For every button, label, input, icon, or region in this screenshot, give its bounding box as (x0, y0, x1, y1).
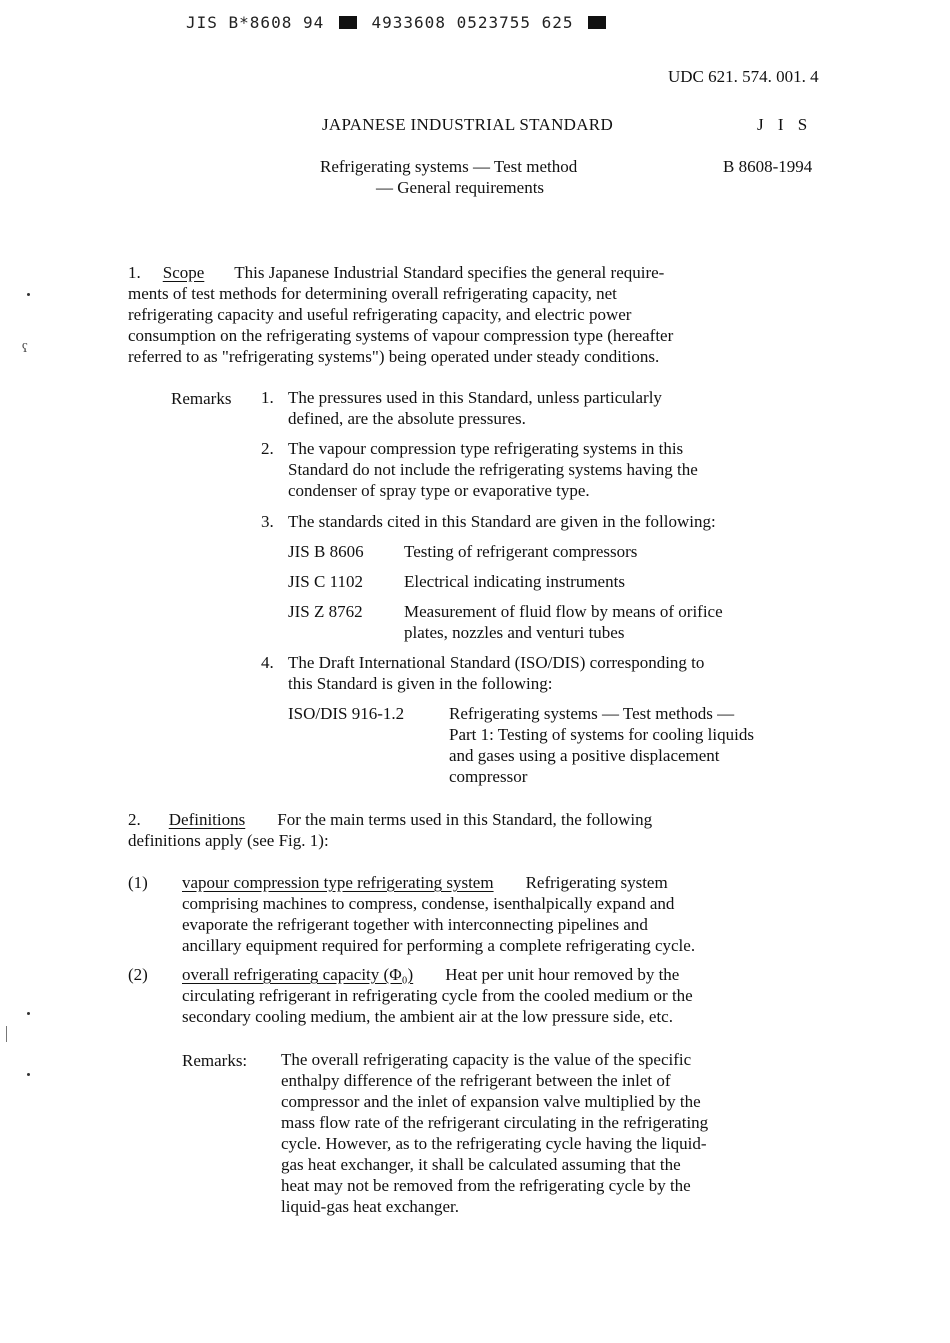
definition-text: Heat per unit hour removed by the (445, 965, 680, 984)
iso-title-line: Part 1: Testing of systems for cooling liquids (449, 725, 754, 744)
remark-line: The pressures used in this Standard, unless particularly (288, 388, 662, 407)
definitions-first-line (128, 809, 828, 830)
remark-line: The vapour compression type refrigerating systems in this (288, 439, 684, 458)
definition-text: comprising machines to compress, condense, isenthalpically expand and (182, 894, 675, 913)
remark-line: The Draft International Standard (ISO/DIS) corresponding to (288, 653, 705, 672)
iso-title-line: compressor (449, 767, 528, 786)
definition-remarks-label: Remarks: (182, 1051, 248, 1070)
remark-line: this Standard is given in the following: (288, 674, 553, 693)
cited-standard-title-line: Measurement of fluid flow by means of orifice (404, 602, 723, 621)
remarks-label: Remarks (171, 389, 232, 408)
remark-item (288, 652, 704, 694)
udc-code: UDC 621. 574. 001. 4 (668, 67, 819, 86)
remark-number: 2. (261, 439, 274, 458)
iso-standard-code: ISO/DIS 916-1.2 (288, 704, 405, 723)
scope-section (128, 262, 828, 367)
cited-standard-title: Testing of refrigerant compressors (404, 542, 638, 561)
scope-first-line (128, 262, 828, 283)
definition-remarks-line: compressor and the inlet of expansion valve multiplied by the (281, 1092, 701, 1111)
standard-number: B 8608-1994 (723, 157, 813, 176)
cited-standard-code: JIS Z 8762 (288, 602, 363, 621)
definition-first-line (182, 964, 693, 985)
definition-text: circulating refrigerant in refrigerating cycle from the cooled medium or the (182, 986, 693, 1005)
definition-number: (1) (128, 873, 148, 892)
remark-number: 4. (261, 653, 274, 672)
document-title-line1: Refrigerating systems — Test method (320, 157, 578, 176)
scan-speck (27, 293, 30, 296)
standard-title: JAPANESE INDUSTRIAL STANDARD (322, 115, 614, 134)
scan-speck (27, 1012, 30, 1015)
document-title-line2: — General requirements (376, 178, 545, 197)
remark-line: Standard do not include the refrigerating systems having the (288, 460, 698, 479)
scope-text-line: ments of test methods for determining overall refrigerating capacity, net (128, 284, 617, 303)
scan-header-right: 4933608 0523755 625 (371, 13, 574, 32)
scan-block-mark (588, 16, 606, 29)
remark-number: 3. (261, 512, 274, 531)
definitions-number: 2. (128, 810, 141, 829)
scan-header-left: JIS B*8608 94 (186, 13, 325, 32)
definition-remarks-line: cycle. However, as to the refrigerating cycle having the liquid- (281, 1134, 707, 1153)
definition-text: evaporate the refrigerant together with interconnecting pipelines and (182, 915, 648, 934)
definition-remarks-line: gas heat exchanger, it shall be calculated assuming that the (281, 1155, 681, 1174)
jis-label: J I S (757, 115, 813, 134)
remark-item (288, 387, 662, 429)
definition-first-line (182, 872, 695, 893)
definition-remarks-line: The overall refrigerating capacity is the value of the specific (281, 1050, 692, 1069)
cited-standard-title (404, 601, 723, 643)
cited-standard-code: JIS B 8606 (288, 542, 364, 561)
remark-line: condenser of spray type or evaporative type. (288, 481, 590, 500)
scope-number: 1. (128, 263, 141, 282)
iso-title-line: and gases using a positive displacement (449, 746, 720, 765)
scan-block-mark (339, 16, 357, 29)
definition-text: Refrigerating system (525, 873, 668, 892)
definitions-section (128, 809, 828, 851)
scope-heading: Scope (162, 263, 205, 282)
definition-item (182, 964, 693, 1027)
cited-standard-title: Electrical indicating instruments (404, 572, 625, 591)
scan-speck: ʕ (22, 340, 28, 355)
cited-standard-code: JIS C 1102 (288, 572, 363, 591)
definition-term: vapour compression type refrigerating system (182, 873, 494, 892)
definition-item (182, 872, 695, 956)
definition-remarks-line: liquid-gas heat exchanger. (281, 1197, 459, 1216)
remark-line: The standards cited in this Standard are given in the following: (288, 512, 716, 531)
remark-number: 1. (261, 388, 274, 407)
remark-line: defined, are the absolute pressures. (288, 409, 526, 428)
definition-text: secondary cooling medium, the ambient air at the low pressure side, etc. (182, 1007, 673, 1026)
scan-speck (6, 1026, 7, 1042)
definition-remarks-line: heat may not be removed from the refrigerating cycle by the (281, 1176, 691, 1195)
definitions-intro: definitions apply (see Fig. 1): (128, 831, 329, 850)
cited-standard-title-line: plates, nozzles and venturi tubes (404, 623, 625, 642)
definition-remarks (281, 1049, 708, 1217)
definition-remarks-line: mass flow rate of the refrigerant circulating in the refrigerating (281, 1113, 709, 1132)
definition-term: overall refrigerating capacity (Φ₀) (182, 965, 414, 984)
scope-text-line: This Japanese Industrial Standard specifies the general require- (234, 263, 665, 282)
definition-number: (2) (128, 965, 148, 984)
scan-header (186, 12, 610, 33)
scan-speck (27, 1073, 30, 1076)
iso-title-line: Refrigerating systems — Test methods — (449, 704, 735, 723)
iso-standard-title (449, 703, 754, 787)
scope-text-line: consumption on the refrigerating systems of vapour compression type (hereafter (128, 326, 674, 345)
definition-text: ancillary equipment required for performing a complete refrigerating cycle. (182, 936, 696, 955)
scope-text-line: referred to as "refrigerating systems") being operated under steady conditions. (128, 347, 660, 366)
scope-text-line: refrigerating capacity and useful refrigerating capacity, and electric power (128, 305, 632, 324)
definition-remarks-line: enthalpy difference of the refrigerant between the inlet of (281, 1071, 671, 1090)
remark-item (288, 438, 698, 501)
definitions-heading: Definitions (168, 810, 246, 829)
definitions-intro: For the main terms used in this Standard, the following (277, 810, 653, 829)
